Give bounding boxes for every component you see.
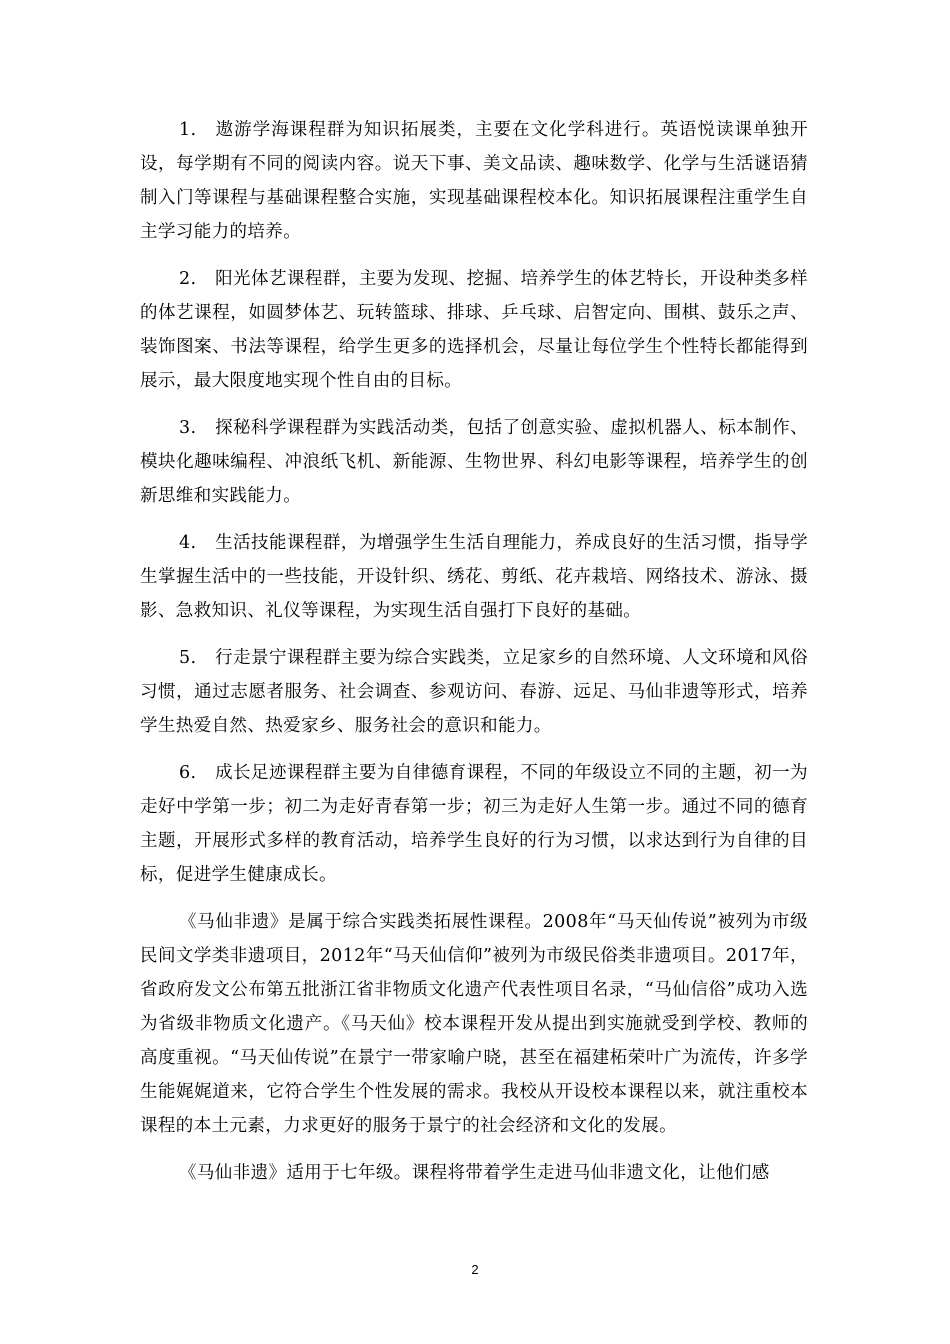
paragraph-4 — [140, 526, 808, 628]
paragraph-number: 3. — [179, 418, 197, 438]
page-number: 2 — [471, 1262, 479, 1277]
paragraph-text: 《马仙非遗》是属于综合实践类拓展性课程。2008年“马天仙传说”被列为市级民间文学类非遗项目，2012年“马天仙信仰”被列为市级民俗类非遗项目。2017年，省政府发文公布第五批浙江省非物质文化遗产代表性项目名录，“马仙信俗”成功入选为省级非物质文化遗产。《马天仙》校本课程开发从提出到实施就受到学校、教师的高度重视。“马天仙传说”在景宁一带家喻户晓，甚至在福建柘荣叶广为流传，许多学生能娓娓道来，它符合学生个性发展的需求。我校从开设校本课程以来，就注重校本课程的本土元素，力求更好的服务于景宁的社会经济和文化的发展。 — [140, 912, 808, 1136]
paragraph-1 — [140, 113, 808, 249]
paragraph-maxian-grade — [140, 1156, 808, 1190]
paragraph-number: 1. — [179, 120, 197, 140]
paragraph-text: 探秘科学课程群为实践活动类，包括了创意实验、虚拟机器人、标本制作、模块化趣味编程、冲浪纸飞机、新能源、生物世界、科幻电影等课程，培养学生的创新思维和实践能力。 — [140, 418, 808, 506]
document-body — [140, 113, 808, 1203]
paragraph-text: 成长足迹课程群主要为自律德育课程，不同的年级设立不同的主题，初一为走好中学第一步；初二为走好青春第一步；初三为走好人生第一步。通过不同的德育主题，开展形式多样的教育活动，培养学生良好的行为习惯，以求达到行为自律的目标，促进学生健康成长。 — [140, 763, 808, 885]
paragraph-number: 2. — [179, 269, 197, 289]
paragraph-3 — [140, 411, 808, 513]
paragraph-text: 遨游学海课程群为知识拓展类，主要在文化学科进行。英语悦读课单独开设，每学期有不同的阅读内容。说天下事、美文品读、趣味数学、化学与生活谜语猜制入门等课程与基础课程整合实施，实现基础课程校本化。知识拓展课程注重学生自主学习能力的培养。 — [140, 120, 808, 242]
paragraph-number: 6. — [179, 763, 197, 783]
paragraph-number: 4. — [179, 533, 197, 553]
paragraph-6 — [140, 756, 808, 892]
paragraph-text: 行走景宁课程群主要为综合实践类，立足家乡的自然环境、人文环境和风俗习惯，通过志愿者服务、社会调查、参观访问、春游、远足、马仙非遗等形式，培养学生热爱自然、热爱家乡、服务社会的意识和能力。 — [140, 648, 808, 736]
paragraph-maxian-intro — [140, 905, 808, 1143]
paragraph-2 — [140, 262, 808, 398]
paragraph-number: 5. — [179, 648, 197, 668]
paragraph-text: 《马仙非遗》适用于七年级。课程将带着学生走进马仙非遗文化，让他们感 — [179, 1163, 770, 1183]
paragraph-text: 生活技能课程群，为增强学生生活自理能力，养成良好的生活习惯，指导学生掌握生活中的一些技能，开设针织、绣花、剪纸、花卉栽培、网络技术、游泳、摄影、急救知识、礼仪等课程，为实现生活自强打下良好的基础。 — [140, 533, 808, 621]
paragraph-text: 阳光体艺课程群，主要为发现、挖掘、培养学生的体艺特长，开设种类多样的体艺课程，如圆梦体艺、玩转篮球、排球、乒乓球、启智定向、围棋、鼓乐之声、装饰图案、书法等课程，给学生更多的选择机会，尽量让每位学生个性特长都能得到展示，最大限度地实现个性自由的目标。 — [140, 269, 808, 391]
paragraph-5 — [140, 641, 808, 743]
